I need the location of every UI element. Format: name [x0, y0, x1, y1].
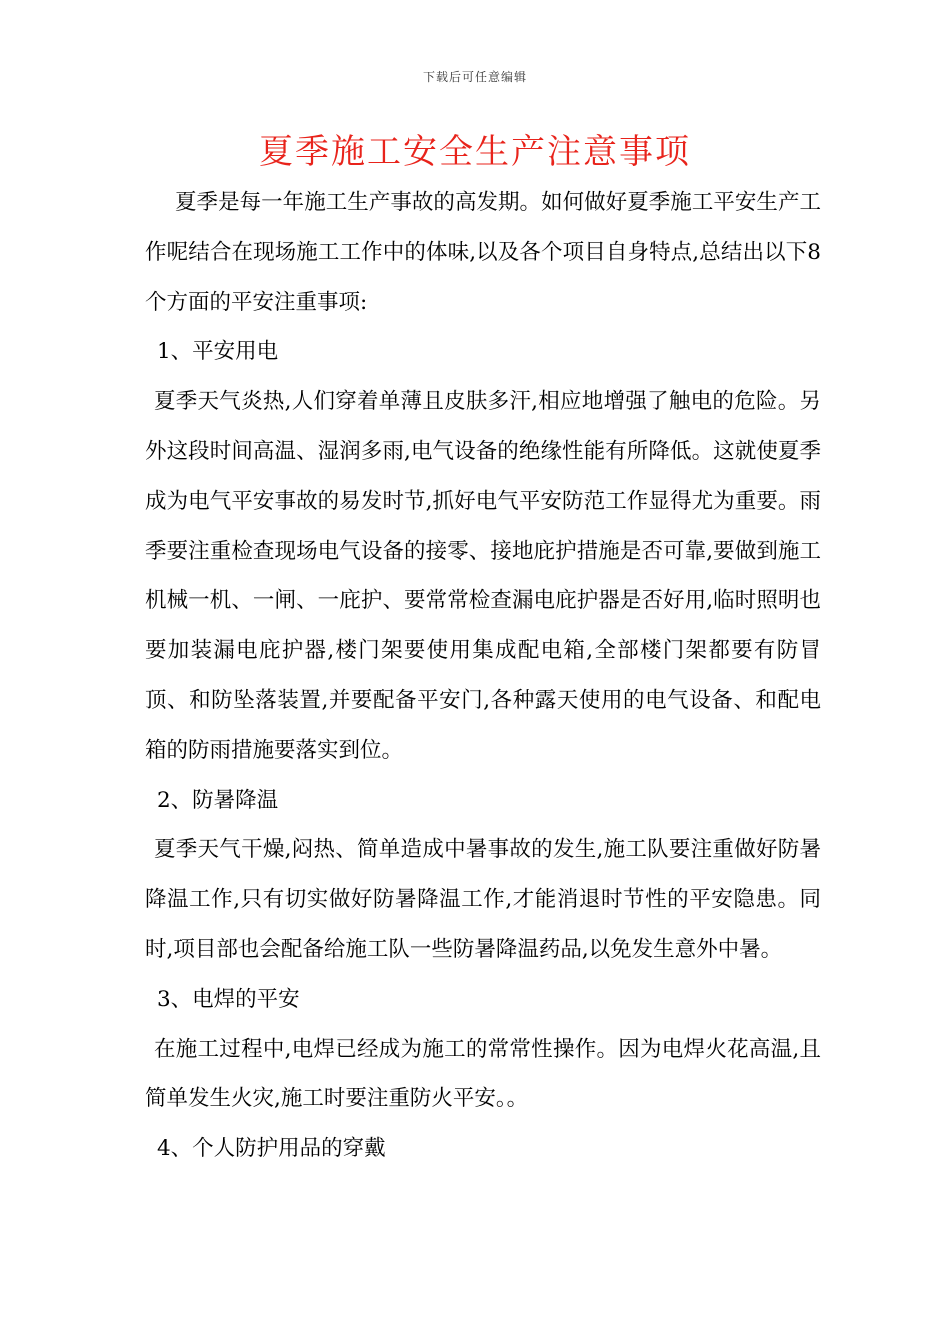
section-body-2: 夏季天气干燥,闷热、简单造成中暑事故的发生,施工队要注重做好防暑降温工作,只有切实做好防暑降温工作,才能消退时节性的平安隐患。同时,项目部也会配备给施工队一些防暑降温药品,以免发生意外中暑。	[145, 837, 821, 962]
header-note: 下载后可任意编辑	[422, 70, 527, 84]
section-heading-4: 4、个人防护用品的穿戴	[157, 1136, 386, 1162]
page-title: 夏季施工安全生产注意事项	[259, 132, 691, 172]
intro-paragraph: 夏季是每一年施工生产事故的高发期。如何做好夏季施工平安生产工作呢结合在现场施工工作中的体味,以及各个项目自身特点,总结出以下8个方面的平安注重事项:	[145, 190, 821, 315]
section-heading-3: 3、电焊的平安	[157, 986, 300, 1012]
section-heading-1: 1、平安用电	[157, 339, 279, 365]
section-body-3: 在施工过程中,电焊已经成为施工的常常性操作。因为电焊火花高温,且简单发生火灾,施工时要注重防火平安。。	[145, 1036, 821, 1112]
section-heading-2: 2、防暑降温	[157, 787, 279, 813]
section-body-1: 夏季天气炎热,人们穿着单薄且皮肤多汗,相应地增强了触电的危险。另外这段时间高温、湿润多雨,电气设备的绝缘性能有所降低。这就使夏季成为电气平安事故的易发时节,抓好电气平安防范工作显得尤为重要。雨季要注重检查现场电气设备的接零、接地庇护措施是否可靠,要做到施工机械一机、一闸、一庇护、要常常检查漏电庇护器是否好用,临时照明也要加装漏电庇护器,楼门架要使用集成配电箱,全部楼门架都要有防冒顶、和防坠落装置,并要配备平安门,各种露天使用的电气设备、和配电箱的防雨措施要落实到位。	[145, 389, 821, 763]
document-body	[145, 178, 821, 1174]
